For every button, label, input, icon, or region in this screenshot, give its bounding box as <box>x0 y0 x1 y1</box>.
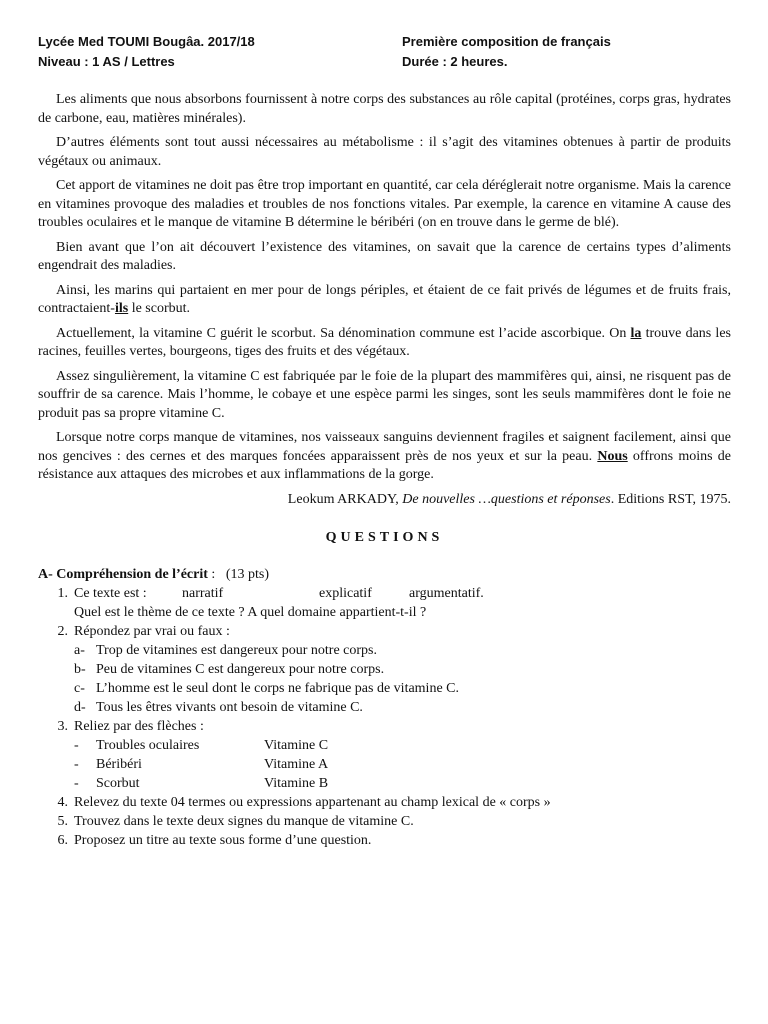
list-item <box>38 698 731 717</box>
paragraph-1: Les aliments que nous absorbons fournissent à notre corps des substances au rôle capital (protéines, corps gras, hydrates de carbone, eau, matières minérales). <box>38 92 731 126</box>
section-a-label: A- Compréhension de l’écrit <box>38 567 208 582</box>
question-4-text: Relevez du texte 04 termes ou expressions appartenant au champ lexical de « corps » <box>74 795 551 810</box>
item-letter: a- <box>74 643 85 658</box>
list-item <box>38 755 731 774</box>
paragraph-2: D’autres éléments sont tout aussi nécessaires au métabolisme : il s’agit des vitamines obtenues à partir de produits végétaux ou animaux. <box>38 135 731 169</box>
match-right: Vitamine A <box>264 757 329 772</box>
list-item <box>38 641 731 660</box>
school-name: Lycée Med TOUMI Bougâa. 2017/18 <box>38 34 255 49</box>
question-4 <box>38 793 731 812</box>
paragraph-6-part-2: trouve dans les racines, feuilles vertes, bourgeons, tiges des fruits et des végétaux. <box>38 325 731 359</box>
item-dash: - <box>74 776 79 791</box>
question-number: 1. <box>57 586 68 601</box>
question-2-text: Répondez par vrai ou faux : <box>74 624 230 639</box>
question-2 <box>38 622 731 641</box>
list-item <box>38 679 731 698</box>
question-1-line-2 <box>38 603 731 622</box>
underlined-pronoun-la: la <box>630 325 642 341</box>
paragraph-5-part-1: Ainsi, les marins qui partaient en mer pour de longs périples, et étaient de ce fait privés de légumes et de fruits frais, contractaient- <box>38 282 731 316</box>
paragraph-4: Bien avant que l’on ait découvert l’existence des vitamines, on savait que la carence de certains types d’aliments engendrait des maladies. <box>38 239 731 273</box>
paragraph-7: Assez singulièrement, la vitamine C est fabriquée par le foie de la plupart des mammifères qui, ainsi, ne risquent pas de souffrir de sa carence. Mais l’homme, le cobaye et une espèce parmi les singes, sont les seuls mammifères dont le foie ne produit pas sa propre vitamine C. <box>38 368 731 421</box>
question-5-text: Trouvez dans le texte deux signes du manque de vitamine C. <box>74 814 414 829</box>
question-6 <box>38 831 731 850</box>
option-explicatif: explicatif <box>319 586 372 601</box>
underlined-pronoun-nous: Nous <box>597 448 628 464</box>
question-1-stem: Ce texte est : <box>74 586 147 601</box>
item-dash: - <box>74 738 79 753</box>
reading-text <box>38 91 731 509</box>
exam-header <box>38 32 731 72</box>
match-left: Scorbut <box>96 776 140 791</box>
paragraph-6-part-1: Actuellement, la vitamine C guérit le scorbut. Sa dénomination commune est l’acide ascorbique. On <box>56 325 631 341</box>
item-text: Tous les êtres vivants ont besoin de vitamine C. <box>96 700 363 715</box>
question-number: 3. <box>57 719 68 734</box>
item-text: L’homme est le seul dont le corps ne fabrique pas de vitamine C. <box>96 681 460 696</box>
item-text: Trop de vitamines est dangereux pour notre corps. <box>96 643 377 658</box>
item-text: Peu de vitamines C est dangereux pour notre corps. <box>96 662 385 677</box>
match-right: Vitamine B <box>264 776 329 791</box>
option-narratif: narratif <box>182 586 224 601</box>
exam-title: Première composition de français <box>402 34 611 49</box>
questions-heading: QUESTIONS <box>325 530 444 545</box>
question-1 <box>38 584 731 603</box>
exam-page <box>38 32 731 850</box>
reference-title: De nouvelles …questions et réponses <box>402 491 611 507</box>
item-letter: b- <box>74 662 86 677</box>
question-number: 5. <box>57 814 68 829</box>
source-reference <box>38 491 731 510</box>
item-dash: - <box>74 757 79 772</box>
paragraph-6 <box>38 325 731 362</box>
list-item <box>38 660 731 679</box>
item-letter: d- <box>74 700 86 715</box>
reference-author: Leokum ARKADY, <box>287 491 403 507</box>
underlined-pronoun-ils: ils <box>114 301 129 316</box>
paragraph-5 <box>38 282 731 319</box>
question-number: 2. <box>57 624 68 639</box>
paragraph-5-part-2: le scorbut. <box>128 301 191 316</box>
list-item <box>38 774 731 793</box>
list-item <box>38 736 731 755</box>
paragraph-8 <box>38 429 731 485</box>
question-number: 6. <box>57 833 68 848</box>
class-level: Niveau : 1 AS / Lettres <box>38 54 175 69</box>
section-a-colon: : <box>207 567 216 582</box>
paragraph-3: Cet apport de vitamines ne doit pas être trop important en quantité, car cela déréglerait notre organisme. Mais la carence en vitamines provoque des maladies et troubles de nos fonctions vitales. Par exemple, la carence en vitamine A cause des troubles oculaires et le manque de vitamine B détermine le béribéri (on en trouve dans le germe de blé). <box>38 178 731 230</box>
question-5 <box>38 812 731 831</box>
question-1-body <box>74 584 484 603</box>
questions-section <box>38 565 731 850</box>
question-1-followup: Quel est le thème de ce texte ? A quel domaine appartient-t-il ? <box>74 605 427 620</box>
match-left: Troubles oculaires <box>96 738 200 753</box>
section-a-heading <box>38 565 731 584</box>
match-left: Béribéri <box>96 757 142 772</box>
question-3-text: Reliez par des flèches : <box>74 719 204 734</box>
paragraph-8-part-2: offrons moins de résistance aux attaques des microbes et aux inflammations de la gorge. <box>38 448 731 482</box>
paragraph-8-part-1: Lorsque notre corps manque de vitamines, nos vaisseaux sanguins deviennent fragiles et saignent facilement, ainsi que nos gencives : des cernes et des marques foncées apparaissent près de nos yeux et sur la peau. <box>38 430 731 464</box>
item-letter: c- <box>74 681 85 696</box>
section-a-points: (13 pts) <box>225 567 269 582</box>
reference-publisher: . Editions RST, 1975. <box>610 491 731 507</box>
question-6-text: Proposez un titre au texte sous forme d’une question. <box>74 833 372 848</box>
exam-duration: Durée : 2 heures. <box>402 54 508 69</box>
question-number: 4. <box>57 795 68 810</box>
question-3 <box>38 717 731 736</box>
option-argumentatif: argumentatif. <box>409 586 484 601</box>
match-right: Vitamine C <box>264 738 329 753</box>
